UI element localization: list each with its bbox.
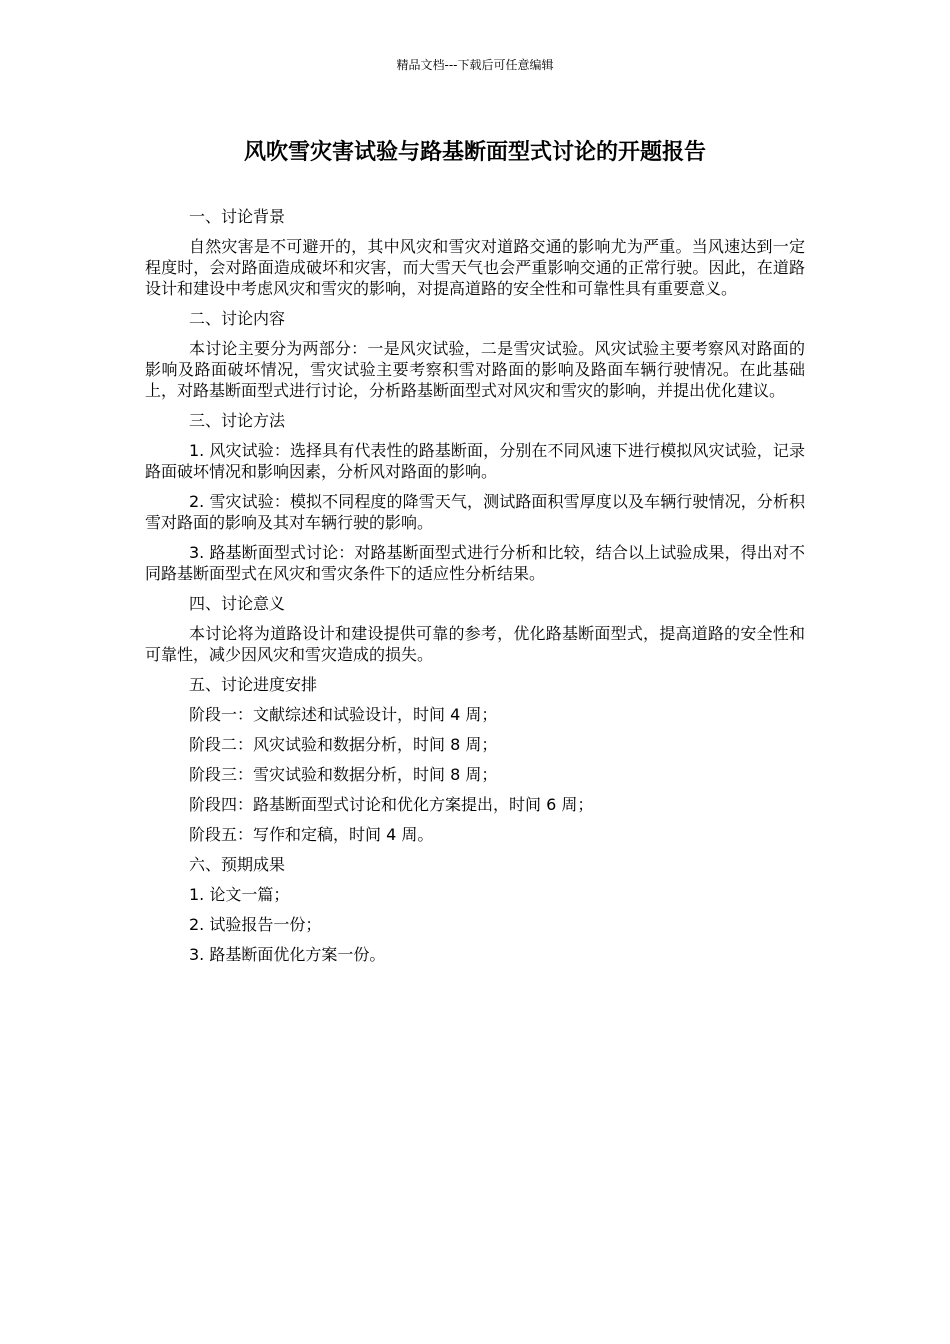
section-heading-methods: 三、讨论方法 (189, 411, 286, 430)
schedule-stage-1: 阶段一：文献综述和试验设计，时间 4 周； (189, 705, 498, 724)
page-header-watermark: 精品文档---下载后可任意编辑 (396, 58, 554, 72)
schedule-stage-5: 阶段五：写作和定稿，时间 4 周。 (189, 825, 434, 844)
section-heading-content: 二、讨论内容 (189, 309, 286, 328)
schedule-stage-3: 阶段三：雪灾试验和数据分析，时间 8 周； (189, 765, 498, 784)
outcome-item-1: 1. 论文一篇； (189, 885, 290, 904)
method-item-snow: 2. 雪灾试验：模拟不同程度的降雪天气，测试路面积雪厚度以及车辆行驶情况，分析积雪对路面的影响及其对车辆行驶的影响。 (145, 492, 805, 532)
section-heading-significance: 四、讨论意义 (189, 594, 286, 613)
section-heading-schedule: 五、讨论进度安排 (189, 675, 318, 694)
document-body (145, 206, 805, 974)
method-item-roadbed: 3. 路基断面型式讨论：对路基断面型式进行分析和比较，结合以上试验成果，得出对不同路基断面型式在风灾和雪灾条件下的适应性分析结果。 (145, 543, 805, 583)
section-heading-outcomes: 六、预期成果 (189, 855, 286, 874)
paragraph-significance: 本讨论将为道路设计和建设提供可靠的参考，优化路基断面型式，提高道路的安全性和可靠性，减少因风灾和雪灾造成的损失。 (145, 624, 805, 664)
outcome-item-3: 3. 路基断面优化方案一份。 (189, 945, 386, 964)
outcome-item-2: 2. 试验报告一份； (189, 915, 322, 934)
method-item-wind: 1. 风灾试验：选择具有代表性的路基断面，分别在不同风速下进行模拟风灾试验，记录路面破坏情况和影响因素，分析风对路面的影响。 (145, 441, 805, 481)
section-heading-background: 一、讨论背景 (189, 207, 286, 226)
paragraph-background: 自然灾害是不可避开的，其中风灾和雪灾对道路交通的影响尤为严重。当风速达到一定程度时，会对路面造成破坏和灾害，而大雪天气也会严重影响交通的正常行驶。因此，在道路设计和建设中考虑风灾和雪灾的影响，对提高道路的安全性和可靠性具有重要意义。 (145, 237, 805, 298)
document-title: 风吹雪灾害试验与路基断面型式讨论的开题报告 (243, 140, 706, 165)
paragraph-content: 本讨论主要分为两部分：一是风灾试验，二是雪灾试验。风灾试验主要考察风对路面的影响及路面破坏情况，雪灾试验主要考察积雪对路面的影响及路面车辆行驶情况。在此基础上，对路基断面型式进行讨论，分析路基断面型式对风灾和雪灾的影响，并提出优化建议。 (145, 339, 805, 400)
schedule-stage-4: 阶段四：路基断面型式讨论和优化方案提出，时间 6 周； (189, 795, 594, 814)
schedule-stage-2: 阶段二：风灾试验和数据分析，时间 8 周； (189, 735, 498, 754)
